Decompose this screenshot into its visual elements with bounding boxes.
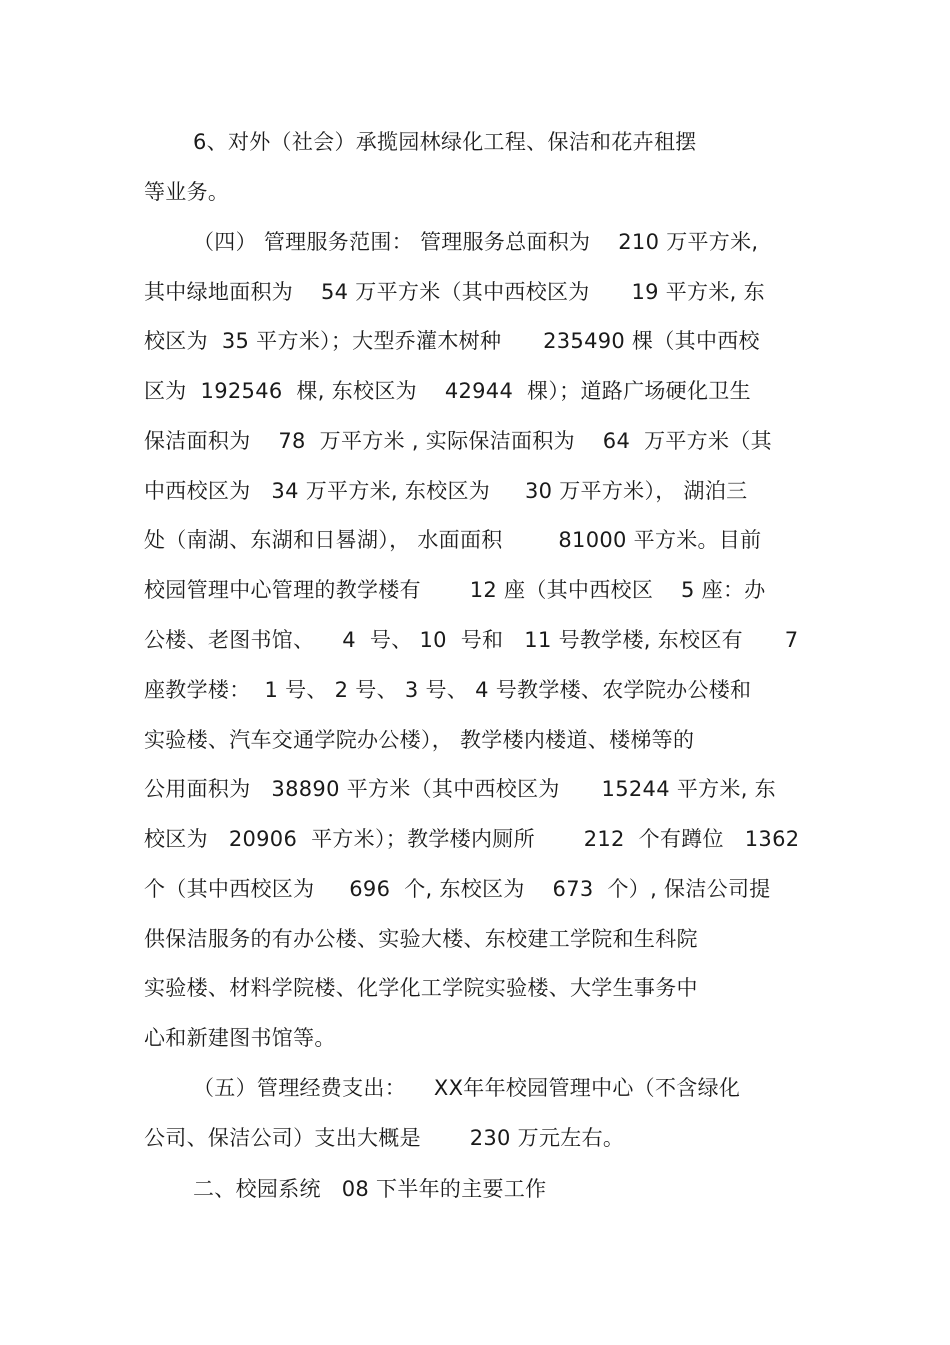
- text-line: 区为 192546 棵, 东校区为 42944 棵）；道路广场硬化卫生: [144, 379, 751, 403]
- text-line: 实验楼、材料学院楼、化学化工学院实验楼、大学生事务中: [144, 976, 698, 1000]
- text-line: 实验楼、汽车交通学院办公楼）， 教学楼内楼道、楼梯等的: [144, 728, 695, 752]
- text-line: 处（南湖、东湖和日晷湖）， 水面面积 81000 平方米。目前: [144, 528, 762, 552]
- text-line: 保洁面积为 78 万平方米 , 实际保洁面积为 64 万平方米（其: [144, 429, 772, 453]
- text-line: 等业务。: [144, 180, 230, 204]
- text-line: 个（其中西校区为 696 个, 东校区为 673 个）, 保洁公司提: [144, 877, 771, 901]
- text-line: 公楼、老图书馆、 4 号、 10 号和 11 号教学楼, 东校区有 7: [144, 628, 799, 652]
- section-heading-line: （四） 管理服务范围： 管理服务总面积为 210 万平方米,: [193, 230, 759, 254]
- text-line: 其中绿地面积为 54 万平方米（其中西校区为 19 平方米, 东: [144, 280, 765, 304]
- section-heading-line: （五）管理经费支出： XX年年校园管理中心（不含绿化: [193, 1076, 741, 1100]
- text-line: 供保洁服务的有办公楼、实验大楼、东校建工学院和生科院: [144, 927, 698, 951]
- text-line: 校园管理中心管理的教学楼有 12 座（其中西校区 5 座：办: [144, 578, 766, 602]
- chapter-heading-line: 二、校园系统 08 下半年的主要工作: [193, 1177, 547, 1201]
- text-line: 公用面积为 38890 平方米（其中西校区为 15244 平方米, 东: [144, 777, 776, 801]
- text-line: 座教学楼： 1 号、 2 号、 3 号、 4 号教学楼、农学院办公楼和: [144, 678, 752, 702]
- text-line: 6、对外（社会）承揽园林绿化工程、保洁和花卉租摆: [193, 130, 697, 154]
- text-line: 校区为 20906 平方米）；教学楼内厕所 212 个有蹲位 1362: [144, 827, 800, 851]
- text-line: 公司、保洁公司）支出大概是 230 万元左右。: [144, 1126, 625, 1150]
- text-line: 校区为 35 平方米）；大型乔灌木树种 235490 棵（其中西校: [144, 329, 760, 353]
- text-line: 中西校区为 34 万平方米, 东校区为 30 万平方米）， 湖泊三: [144, 479, 748, 503]
- text-line: 心和新建图书馆等。: [144, 1026, 336, 1050]
